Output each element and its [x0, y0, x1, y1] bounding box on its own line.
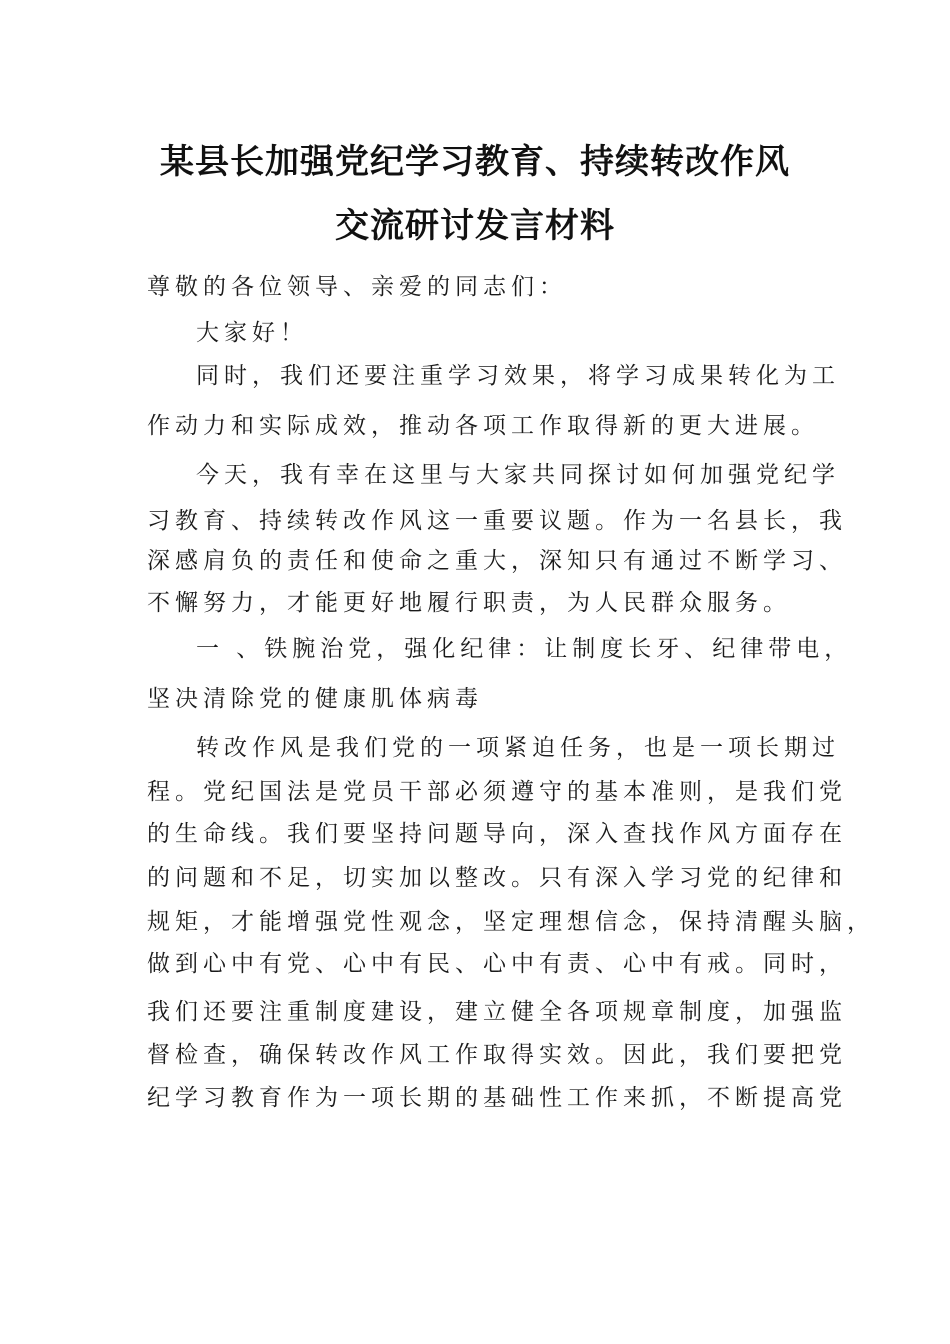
salutation: 尊敬的各位领导、亲爱的同志们： — [147, 274, 567, 300]
document-title-line-1: 某县长加强党纪学习教育、持续转改作风 — [160, 142, 790, 182]
paragraph-line: 程。党纪国法是党员干部必须遵守的基本准则，是我们党 — [147, 779, 847, 805]
paragraph-line: 同时，我们还要注重学习效果，将学习成果转化为工 — [196, 363, 840, 389]
paragraph-line: 规矩，才能增强党性观念，坚定理想信念，保持清醒头脑， — [147, 909, 875, 935]
paragraph-line: 作动力和实际成效，推动各项工作取得新的更大进展。 — [147, 413, 819, 439]
paragraph-line: 深感肩负的责任和使命之重大，深知只有通过不断学习、 — [147, 548, 847, 574]
paragraph-line: 转改作风是我们党的一项紧迫任务，也是一项长期过 — [196, 735, 840, 761]
paragraph-line: 不懈努力，才能更好地履行职责，为人民群众服务。 — [147, 590, 791, 616]
paragraph-line: 的生命线。我们要坚持问题导向，深入查找作风方面存在 — [147, 821, 847, 847]
paragraph-line: 做到心中有党、心中有民、心中有责、心中有戒。同时， — [147, 951, 847, 977]
section-heading-line: 一 、铁腕治党，强化纪律：让制度长牙、纪律带电， — [196, 636, 853, 662]
paragraph-line: 督检查，确保转改作风工作取得实效。因此，我们要把党 — [147, 1042, 847, 1068]
paragraph-line: 的问题和不足，切实加以整改。只有深入学习党的纪律和 — [147, 865, 847, 891]
greeting: 大家好！ — [196, 320, 308, 346]
paragraph-line: 纪学习教育作为一项长期的基础性工作来抓，不断提高党 — [147, 1085, 847, 1111]
paragraph-line: 我们还要注重制度建设，建立健全各项规章制度，加强监 — [147, 999, 847, 1025]
paragraph-line: 习教育、持续转改作风这一重要议题。作为一名县长，我 — [147, 508, 847, 534]
document-title-line-2: 交流研讨发言材料 — [335, 206, 615, 246]
paragraph-line: 今天，我有幸在这里与大家共同探讨如何加强党纪学 — [196, 462, 840, 488]
section-heading-line: 坚决清除党的健康肌体病毒 — [147, 686, 483, 712]
